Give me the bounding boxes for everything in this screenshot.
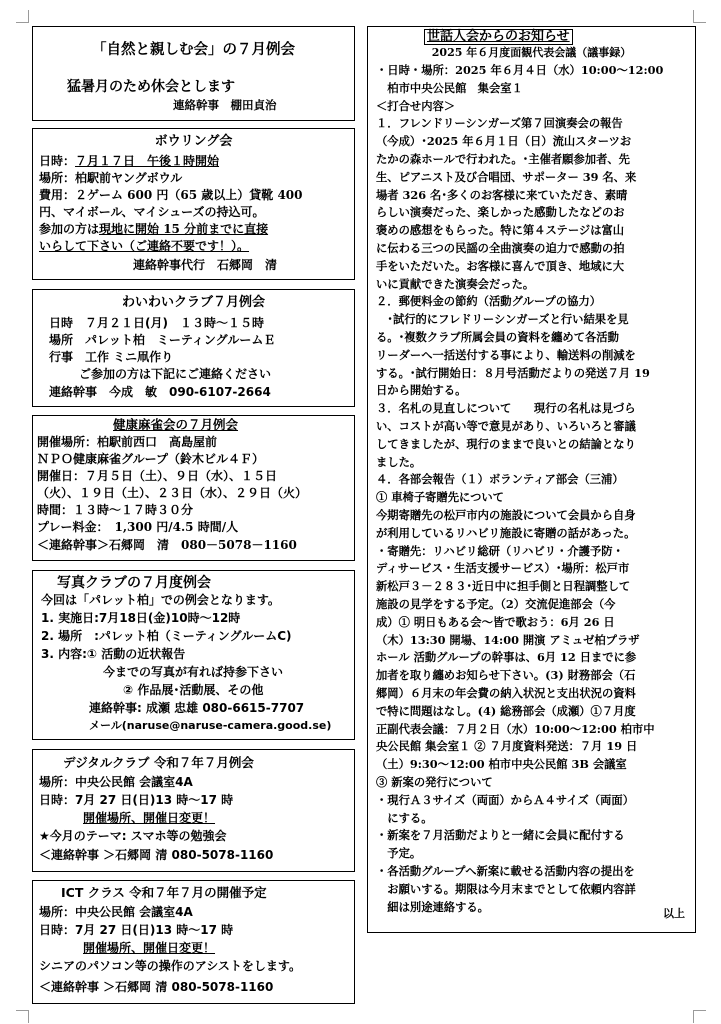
ict-class-contact: ＜連絡幹事 ＞石郷岡 清 080-5078-1160	[39, 980, 274, 994]
bowling-date	[39, 154, 219, 168]
ict-class-place: 場所：中央公民館 会議室4A	[39, 905, 193, 919]
nature-club-title: 「自然と親しむ会」の７月例会	[92, 42, 295, 58]
council-line: （土）9:30～12:00 柏市中央公民館 3B 会議室	[376, 757, 627, 772]
waiwai-date: 日時 ７月２１日(月) １３時～１５時	[49, 316, 264, 330]
council-line: ・新案を７月活動だよりと一緒に会員に配付する	[376, 828, 625, 843]
photo-club-content-2: ② 作品展･活動展、その他	[123, 683, 264, 697]
waiwai-event: 行事 工作 ミニ凧作り	[49, 350, 174, 364]
photo-club-contact: 連絡幹事: 成瀬 忠雄 080-6615-7707	[89, 701, 305, 715]
mahjong-place: 開催場所：柏駅前西口 高島屋前	[37, 435, 218, 449]
council-line: 今期寄贈先の松戸市内の施設について会員から自身	[376, 508, 636, 522]
council-line: ・現行Ａ３サイズ（両面）からＡ４サイズ（両面）	[376, 792, 635, 807]
photo-club-email: メール(naruse@naruse-camera.good.se)	[89, 719, 332, 732]
digital-club-date: 日時：7月 27 日(日)13 時～17 時	[39, 793, 234, 807]
council-line: ３．名札の見直しについて 現行の名札は見づら	[376, 401, 636, 416]
council-line: ・日時・場所：2025 年６月４日（水）10:00～12:00	[376, 63, 664, 77]
council-line: ･試行的にフレドリーシンガーズと行い結果を見	[376, 312, 629, 327]
waiwai-note: ご参加の方は下記にご連絡ください	[79, 367, 272, 381]
ict-class-notice	[32, 880, 355, 1004]
crop-mark-top-left	[16, 10, 29, 23]
digital-club-place: 場所：中央公民館 会議室4A	[39, 775, 193, 789]
nature-club-contact: 連絡幹事 棚田貞治	[173, 98, 277, 112]
council-line: 央公民館 集会室１ ② ７月度資料発送：７月 19 日	[376, 739, 638, 754]
council-line: 正副代表会議：７月２日（水）10:00～12:00 柏市中	[376, 721, 655, 736]
digital-club-theme: ★今月のテーマ: スマホ等の勉強会	[39, 829, 227, 843]
bowling-place: 場所：柏駅前ヤングボウル	[39, 171, 183, 185]
bowling-date-value: ７月１７日 午後１時開始	[75, 154, 220, 168]
council-notice	[367, 26, 696, 933]
waiwai-title: わいわいクラブ７月例会	[121, 295, 265, 310]
photo-club-date: 1. 実施日:7月18日(金)10時～12時	[41, 611, 241, 625]
digital-club-contact: ＜連絡幹事 ＞石郷岡 清 080-5078-1160	[39, 848, 274, 862]
photo-club-content: 3. 内容:① 活動の近状報告	[41, 647, 186, 661]
nature-club-notice	[32, 26, 355, 121]
council-line: ③ 新案の発行について	[376, 775, 493, 789]
mahjong-dates-cont: （火）、１９日（土）、２３日（水）、２９日（火）	[37, 486, 308, 500]
council-line: ました。	[376, 454, 422, 469]
photo-club-place: 2. 場所 :パレット柏（ミーティングルームC)	[41, 629, 292, 643]
bowling-contact: 連絡幹事代行 石郷岡 清	[133, 258, 278, 272]
council-line: 日から開始する。	[376, 383, 467, 398]
photo-club-content-note: 今までの写真が有れば持参下さい	[103, 665, 284, 679]
council-title: 世話人会からのお知らせ	[424, 29, 573, 45]
council-line: ・寄贈先：リハビリ総研（リハビリ・介護予防・	[376, 543, 624, 558]
council-line: にする。	[376, 810, 433, 825]
council-line: ＜打合せ内容＞	[376, 98, 456, 113]
council-line: たかの森ホールで行われた。･主催者願参加者、先	[376, 152, 630, 166]
bowling-date-label: 日時：	[39, 154, 76, 168]
council-line: 成）① 明日もある会～皆で歌おう：6月 26 日	[376, 614, 615, 629]
council-line: 細は別途連絡する。	[376, 899, 489, 914]
bowling-note-a: 参加の方は	[39, 222, 100, 236]
mahjong-group: ＮＰＯ健康麻雀グループ（鈴木ビル４Ｆ）	[37, 452, 265, 466]
bowling-title: ボウリング会	[154, 134, 233, 149]
council-line: ２．郵便料金の節約（活動グループの協力）	[376, 294, 602, 309]
council-line: する。･試行開始日：８月号活動だよりの発送７月 19	[376, 365, 650, 380]
council-line: 施設の見学をする予定。（2）交流促進部会（今	[376, 597, 616, 611]
council-line: らしい演奏だった、楽しかった感動したなどのお	[376, 205, 625, 220]
council-line: が利用しているリハビリ施設に寄贈の話があった。	[376, 525, 636, 540]
digital-club-change: 開催場所、開催日変更！	[83, 811, 216, 825]
council-line: 新松戸３－２８３･近日中に担手側と日程調整して	[376, 579, 631, 594]
mahjong-time: 時間：１３時～１７時３０分	[37, 503, 194, 517]
photo-club-notice	[32, 570, 355, 740]
council-line: に伝わる三つの民謡の全曲演奏の迫力で感動の拍	[376, 241, 625, 255]
waiwai-notice	[32, 289, 355, 407]
council-line: い、コストが高い等で意見があり、いろいろと審議	[376, 419, 636, 433]
waiwai-place: 場所 パレット柏 ミーティングルームＥ	[49, 333, 276, 347]
council-line: １．フレンドリーシンガーズ第７回演奏会の報告	[376, 116, 623, 131]
council-subtitle: 2025 年６月度面観代表会議（議事録）	[431, 46, 632, 59]
council-line: ホール 活動グループの幹事は、6月 12 日までに参	[376, 650, 637, 665]
bowling-cost: 費用：２ゲーム 600 円（65 歳以上）貸靴 400	[39, 188, 303, 202]
mahjong-notice	[32, 415, 355, 561]
council-line: ディサービス・生活支援サービス）･場所：松戸市	[376, 561, 630, 576]
council-line: 褒めの感想をもらった。特に第４ステージは富山	[376, 223, 625, 238]
council-line: 予定。	[376, 846, 422, 861]
nature-club-message: 猛暑月のため休会とします	[67, 79, 235, 95]
photo-club-title: 写真クラブの７月度例会	[57, 575, 211, 591]
council-line: ４．各部会報告（１）ボランティア部会（三浦）	[376, 472, 624, 487]
bowling-note	[39, 222, 268, 236]
council-line: 場者 326 名･多くのお客様に来ていただき、素晴	[376, 187, 628, 202]
mahjong-contact: ＜連絡幹事＞石郷岡 清 080－5078－1160	[37, 538, 297, 552]
digital-club-title: デジタルクラブ 令和７年７月例会	[63, 755, 254, 770]
bowling-note-b: 現地に開始 15 分前までに直接	[99, 222, 269, 236]
council-line: リーダーへ一括送付する事により、輸送料の削減を	[376, 347, 636, 362]
digital-club-notice	[32, 749, 355, 872]
waiwai-contact: 連絡幹事 今成 敏 090-6107-2664	[49, 385, 271, 399]
council-line: ① 車椅子寄贈先について	[376, 490, 504, 505]
mahjong-dates: 開催日：７月５日（土）、９日（水）、１５日	[37, 469, 278, 483]
council-line: いに貢献できた演奏会だった。	[376, 276, 535, 291]
council-line: で特に問題はなし。(4) 総務部会（成瀬）①７月度	[376, 703, 636, 718]
mahjong-fee: プレー料金： 1,300 円/4.5 時間/人	[37, 520, 239, 534]
ict-class-description: シニアのパソコン等の操作のアシストをします。	[39, 959, 301, 973]
council-line: 生、ピアニスト及び合唱団、サポーター 39 名、来	[376, 169, 637, 184]
ict-class-title: ICT クラス 令和７年７月の開催予定	[61, 885, 267, 900]
council-line: してきましたが、現行のままで良いとの結論となり	[376, 436, 636, 451]
ict-class-change: 開催場所、開催日変更！	[83, 941, 216, 955]
bowling-note-cont: いらして下さい（ご連絡不要です！）。	[39, 239, 250, 253]
ict-class-date: 日時：7月 27 日(日)13 時～17 時	[39, 923, 234, 937]
council-line: （今成）･2025 年６月１日（日）流山スターツお	[376, 134, 632, 149]
council-line: る。･複数クラブ所属会員の資料を纏めて各活動	[376, 330, 619, 344]
council-line: 柏市中央公民館 集会室１	[376, 80, 523, 95]
council-line: お願いする。期限は今月末までとして依頼内容詳	[376, 881, 636, 896]
mahjong-title: 健康麻雀会の７月例会	[113, 417, 239, 432]
bowling-cost-cont: 円、マイボール、マイシューズの持込可。	[39, 205, 265, 219]
bowling-notice	[32, 128, 355, 280]
crop-mark-top-right	[693, 10, 706, 23]
council-line: （木）13:30 開場、14:00 開演 アミュゼ柏プラザ	[376, 632, 640, 647]
council-line: ・各活動グループへ新案に載せる活動内容の提出を	[376, 864, 635, 878]
council-ending: 以上	[663, 907, 685, 920]
crop-mark-bottom-right	[693, 1010, 706, 1023]
photo-club-intro: 今回は「パレット柏」での例会となります。	[41, 593, 280, 607]
council-line: 手をいただいた。お客様に喜んで頂き、地域に大	[376, 258, 625, 273]
crop-mark-bottom-left	[16, 1010, 29, 1023]
council-line: 郷岡）６月末の年会費の納入状況と支出状況の資料	[376, 686, 636, 700]
council-line: 加者を取り纏めお知らせ下さい。(3) 財務部会（石	[376, 668, 636, 683]
